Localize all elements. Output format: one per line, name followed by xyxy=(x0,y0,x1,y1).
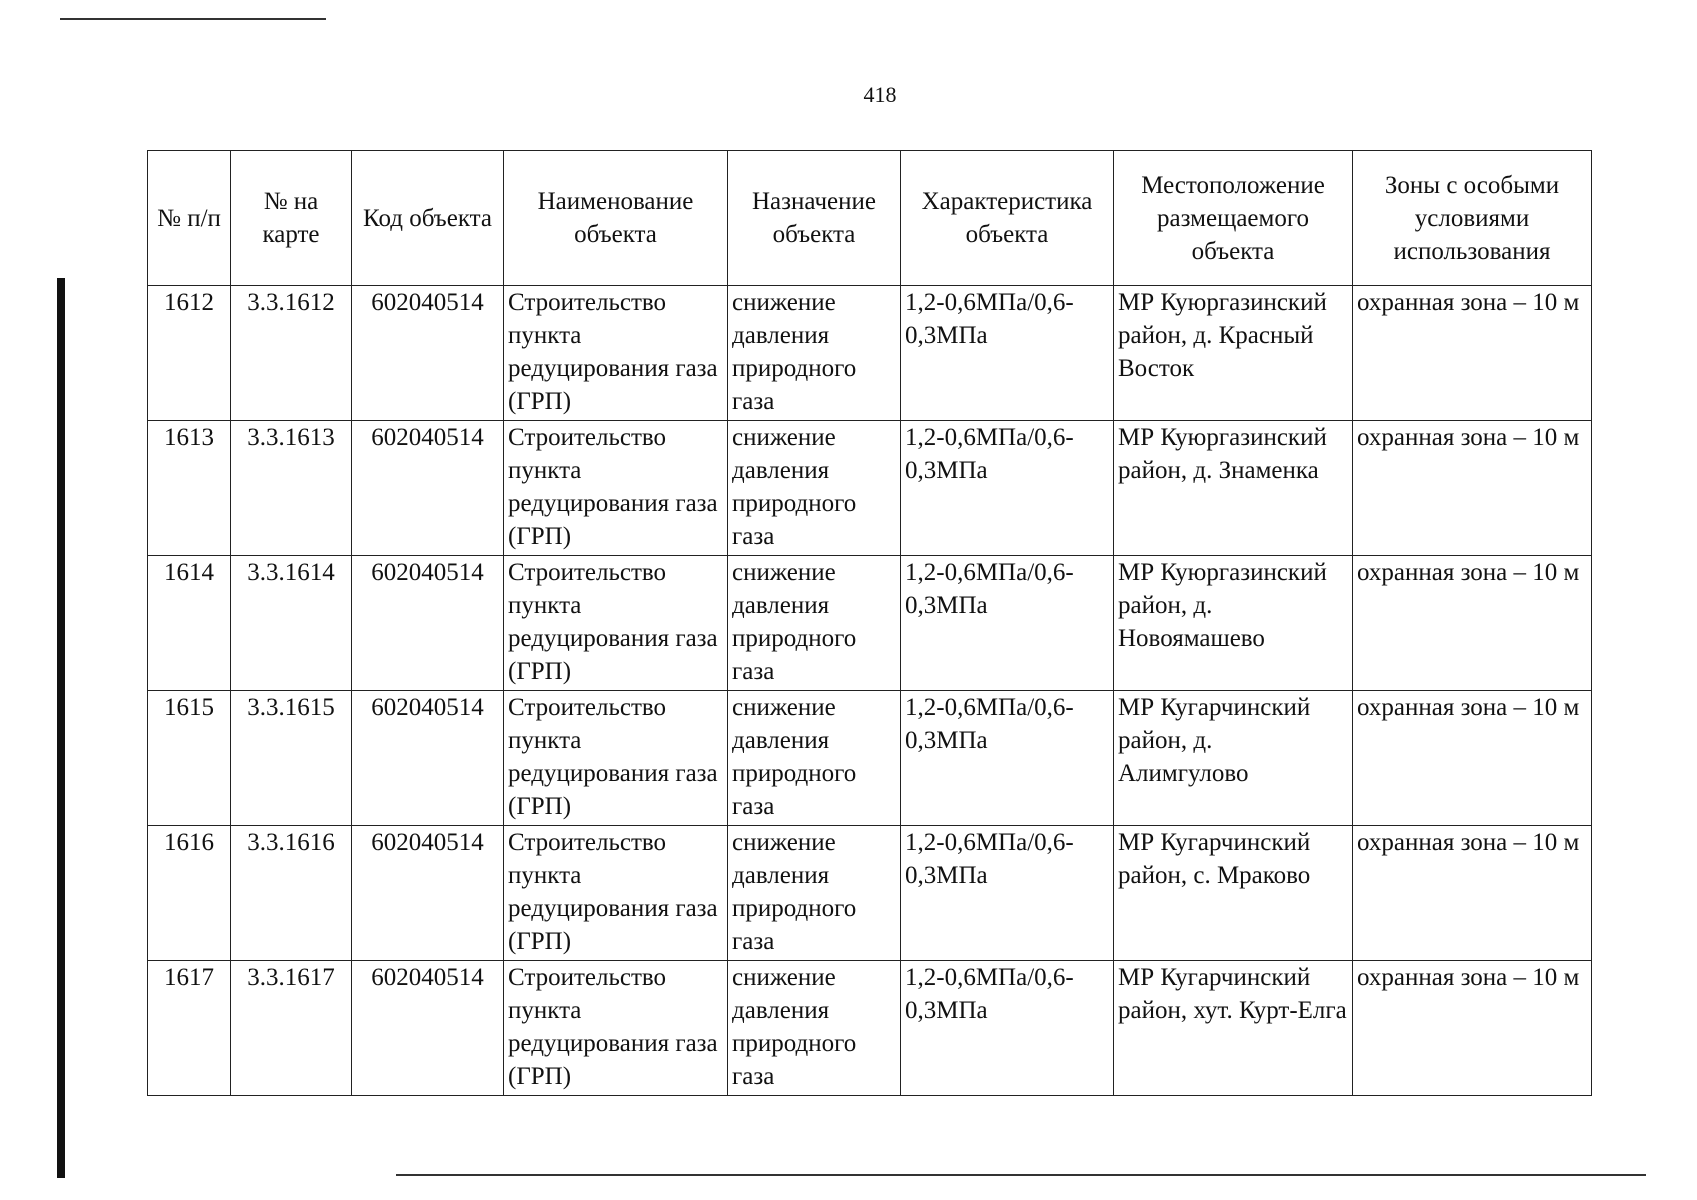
cell-object-location: МР Куюргазинский район, д. Знаменка xyxy=(1114,421,1353,556)
cell-object-purpose: снижение давления природного газа xyxy=(728,961,901,1096)
cell-object-code: 602040514 xyxy=(352,691,504,826)
table-row xyxy=(148,421,1592,556)
cell-map-number: 3.3.1613 xyxy=(231,421,352,556)
cell-row-number: 1612 xyxy=(148,286,231,421)
cell-row-number: 1614 xyxy=(148,556,231,691)
cell-special-zones: охранная зона – 10 м xyxy=(1353,421,1592,556)
cell-object-characteristics: 1,2-0,6МПа/0,6-0,3МПа xyxy=(901,421,1114,556)
table-row xyxy=(148,826,1592,961)
cell-object-purpose: снижение давления природного газа xyxy=(728,286,901,421)
header-object-code: Код объекта xyxy=(352,151,504,286)
header-object-characteristics: Характеристика объекта xyxy=(901,151,1114,286)
cell-object-purpose: снижение давления природного газа xyxy=(728,826,901,961)
cell-object-purpose: снижение давления природного газа xyxy=(728,421,901,556)
table-row xyxy=(148,961,1592,1096)
cell-special-zones: охранная зона – 10 м xyxy=(1353,826,1592,961)
header-object-name: Наименование объекта xyxy=(504,151,728,286)
cell-object-code: 602040514 xyxy=(352,961,504,1096)
cell-object-name: Строительство пункта редуцирования газа (ГРП) xyxy=(504,961,728,1096)
cell-row-number: 1617 xyxy=(148,961,231,1096)
cell-object-code: 602040514 xyxy=(352,286,504,421)
bottom-rule xyxy=(396,1174,1646,1176)
cell-object-location: МР Кугарчинский район, хут. Курт-Елга xyxy=(1114,961,1353,1096)
header-object-purpose: Назначение объекта xyxy=(728,151,901,286)
scan-edge-bar xyxy=(57,278,65,1178)
cell-object-characteristics: 1,2-0,6МПа/0,6-0,3МПа xyxy=(901,556,1114,691)
cell-row-number: 1613 xyxy=(148,421,231,556)
cell-map-number: 3.3.1615 xyxy=(231,691,352,826)
header-special-zones: Зоны с особыми условиями использования xyxy=(1353,151,1592,286)
table-row xyxy=(148,286,1592,421)
header-map-number: № на карте xyxy=(231,151,352,286)
table-header-row xyxy=(148,151,1592,286)
cell-map-number: 3.3.1612 xyxy=(231,286,352,421)
cell-object-code: 602040514 xyxy=(352,556,504,691)
cell-row-number: 1615 xyxy=(148,691,231,826)
objects-table xyxy=(147,150,1592,1096)
cell-object-characteristics: 1,2-0,6МПа/0,6-0,3МПа xyxy=(901,691,1114,826)
cell-object-name: Строительство пункта редуцирования газа (ГРП) xyxy=(504,286,728,421)
cell-object-code: 602040514 xyxy=(352,421,504,556)
top-rule xyxy=(60,18,326,20)
cell-object-name: Строительство пункта редуцирования газа (ГРП) xyxy=(504,421,728,556)
cell-special-zones: охранная зона – 10 м xyxy=(1353,691,1592,826)
cell-object-characteristics: 1,2-0,6МПа/0,6-0,3МПа xyxy=(901,826,1114,961)
cell-object-location: МР Куюргазинский район, д. Красный Восток xyxy=(1114,286,1353,421)
cell-special-zones: охранная зона – 10 м xyxy=(1353,961,1592,1096)
cell-object-name: Строительство пункта редуцирования газа (ГРП) xyxy=(504,826,728,961)
cell-map-number: 3.3.1617 xyxy=(231,961,352,1096)
cell-object-purpose: снижение давления природного газа xyxy=(728,691,901,826)
cell-object-name: Строительство пункта редуцирования газа (ГРП) xyxy=(504,691,728,826)
cell-map-number: 3.3.1614 xyxy=(231,556,352,691)
cell-map-number: 3.3.1616 xyxy=(231,826,352,961)
cell-object-code: 602040514 xyxy=(352,826,504,961)
cell-special-zones: охранная зона – 10 м xyxy=(1353,286,1592,421)
cell-object-location: МР Кугарчинский район, д. Алимгулово xyxy=(1114,691,1353,826)
page-number: 418 xyxy=(863,82,897,107)
cell-object-location: МР Кугарчинский район, с. Мраково xyxy=(1114,826,1353,961)
table-row xyxy=(148,556,1592,691)
cell-object-characteristics: 1,2-0,6МПа/0,6-0,3МПа xyxy=(901,961,1114,1096)
cell-row-number: 1616 xyxy=(148,826,231,961)
cell-object-purpose: снижение давления природного газа xyxy=(728,556,901,691)
cell-special-zones: охранная зона – 10 м xyxy=(1353,556,1592,691)
header-object-location: Местоположение размещаемого объекта xyxy=(1114,151,1353,286)
cell-object-characteristics: 1,2-0,6МПа/0,6-0,3МПа xyxy=(901,286,1114,421)
header-row-number: № п/п xyxy=(148,151,231,286)
table-row xyxy=(148,691,1592,826)
cell-object-name: Строительство пункта редуцирования газа (ГРП) xyxy=(504,556,728,691)
cell-object-location: МР Куюргазинский район, д. Новоямашево xyxy=(1114,556,1353,691)
